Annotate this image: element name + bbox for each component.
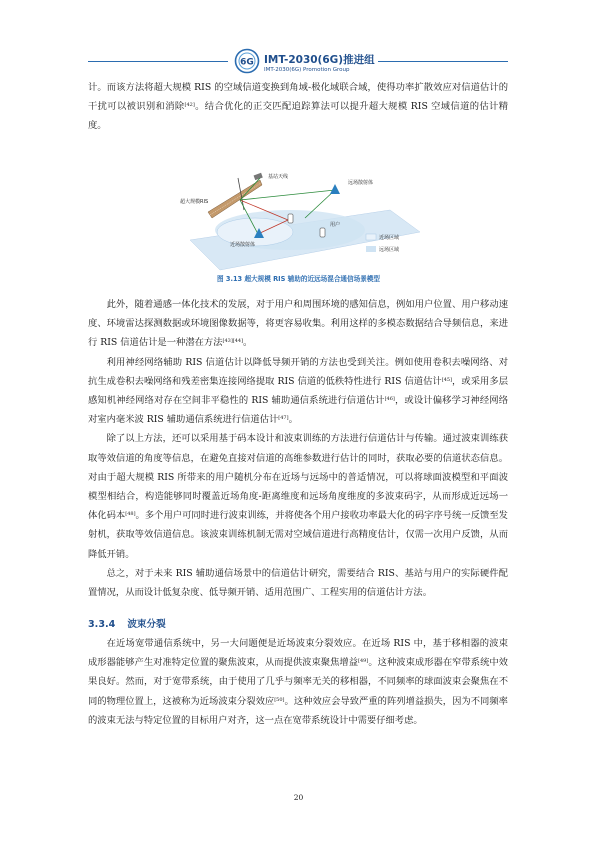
paragraph: 利用神经网络辅助 RIS 信道估计以降低导频开销的方法也受到关注。例如使用卷积去噪网络、对抗生成卷积去噪网络和残差密集连接网络提取 RIS 信道的低秩特性进行 RIS 信道估计[45]，或采用多层感知机神经网络对存在空间非平稳性的 RIS 辅助通信系统进行信道估计[46]，或设计偏移学习神经网络对室内毫米波 RIS 辅助通信系统进行信道估计[47]。 bbox=[88, 356, 508, 426]
intro-text bbox=[88, 78, 508, 136]
section-title: 波束分裂 bbox=[127, 619, 166, 630]
legend-far-swatch bbox=[366, 246, 376, 252]
paragraph: 除了以上方法，还可以采用基于码本设计和波束训练的方法进行信道估计与传输。通过波束训练获取等效信道的角度等信息，在避免直接对信道的高维参数进行估计的同时，获取必要的信道状态信息。对由于超大规模 RIS 所带来的用户随机分布在近场与远场中的普适情况，可以将球面波模型和平面波模型相结合，构造能够同时覆盖近场角度-距离维度和远场角度维度的多波束码字，从而形成近远场一体化码本[48]。多个用户可同时进行波束训练，并将使各个用户接收功率最大化的码字序号统一反馈至发射机，获取等效信道信息。该波束训练机制无需对空域信道进行高精度估计，仅需一次用户反馈，从而降低开销。 bbox=[88, 433, 508, 560]
paragraph: 总之，对于未来 RIS 辅助通信场景中的信道估计研究，需要结合 RIS、基站与用户的实际硬件配置情况，从而设计低复杂度、低导频开销、适用范围广、工程实用的信道估计方法。 bbox=[88, 567, 508, 599]
paragraph: 在近场宽带通信系统中，另一大问题便是近场波束分裂效应。在近场 RIS 中，基于移相器的波束成形器能够产生对准特定位置的聚焦波束，从而提供波束聚焦增益[49]。这种波束成形器在窄带系统中效果良好。然而，对于宽带系统，由于使用了几乎与频率无关的移相器，不同频率的球面波束会聚焦在不同的物理位置上，这被称为近场波束分裂效应[50]。这种效应会导致严重的阵列增益损失，因为不同频率的波束无法与特定位置的目标用户对齐，这一点在宽带系统设计中需要仔细考虑。 bbox=[88, 638, 508, 726]
citation: [50] bbox=[274, 696, 285, 703]
label-base-station: 基站天线 bbox=[268, 174, 289, 180]
ris-panel bbox=[208, 180, 262, 218]
label-ris: 超大规模RIS bbox=[180, 199, 209, 205]
legend-near-label: 近场区域 bbox=[379, 235, 400, 241]
citation: [45] bbox=[441, 376, 453, 383]
citation: [47] bbox=[278, 415, 289, 422]
ris-near-far-field-figure bbox=[170, 170, 440, 272]
far-scatterer-icon bbox=[330, 184, 340, 194]
page-number: 20 bbox=[293, 793, 304, 802]
section-text bbox=[88, 634, 508, 730]
section-number: 3.3.4 bbox=[88, 619, 116, 630]
legend-far-label: 远场区域 bbox=[379, 247, 400, 253]
base-station-icon bbox=[254, 173, 263, 180]
label-near-scatterer: 近场散射体 bbox=[230, 242, 256, 248]
imt-2030-logo-icon bbox=[234, 48, 260, 74]
figure-caption: 图 3.13 超大规模 RIS 辅助的近远场混合通信场景模型 bbox=[216, 275, 380, 283]
user-phone-icon bbox=[288, 214, 293, 223]
header-rule-right bbox=[378, 61, 508, 62]
brand-subtitle: IMT-2030(6G) Promotion Group bbox=[264, 67, 350, 73]
svg-text:6G: 6G bbox=[240, 57, 254, 68]
citation: [43][44] bbox=[222, 338, 244, 345]
brand-title: IMT-2030(6G)推进组 bbox=[264, 54, 375, 66]
paragraph: 此外，随着通感一体化技术的发展，对于用户和周围环境的感知信息，例如用户位置、用户移动速度、环境雷达探测数据或环境图像数据等，将更容易收集。利用这样的多模态数据结合导频信息，来进行 RIS 信道估计是一种潜在方法[43][44]。 bbox=[88, 299, 508, 349]
label-far-scatterer: 远场散射体 bbox=[348, 180, 374, 186]
citation: [49] bbox=[358, 658, 369, 665]
legend-near-swatch bbox=[366, 234, 376, 240]
header-rule-left bbox=[88, 61, 228, 62]
section-heading bbox=[88, 616, 166, 630]
citation: [46] bbox=[384, 396, 395, 403]
body-text bbox=[88, 295, 508, 602]
citation: [48] bbox=[125, 511, 136, 518]
label-user: 用户 bbox=[330, 222, 341, 228]
paragraph: 计。而该方法将超大规模 RIS 的空域信道变换到角域-极化域联合域，使得功率扩散效应对信道估计的干扰可以被识别和消除[42]。结合优化的正交匹配追踪算法可以提升超大规模 RIS 空域信道的估计精度。 bbox=[88, 82, 508, 132]
citation: [42] bbox=[184, 102, 195, 109]
